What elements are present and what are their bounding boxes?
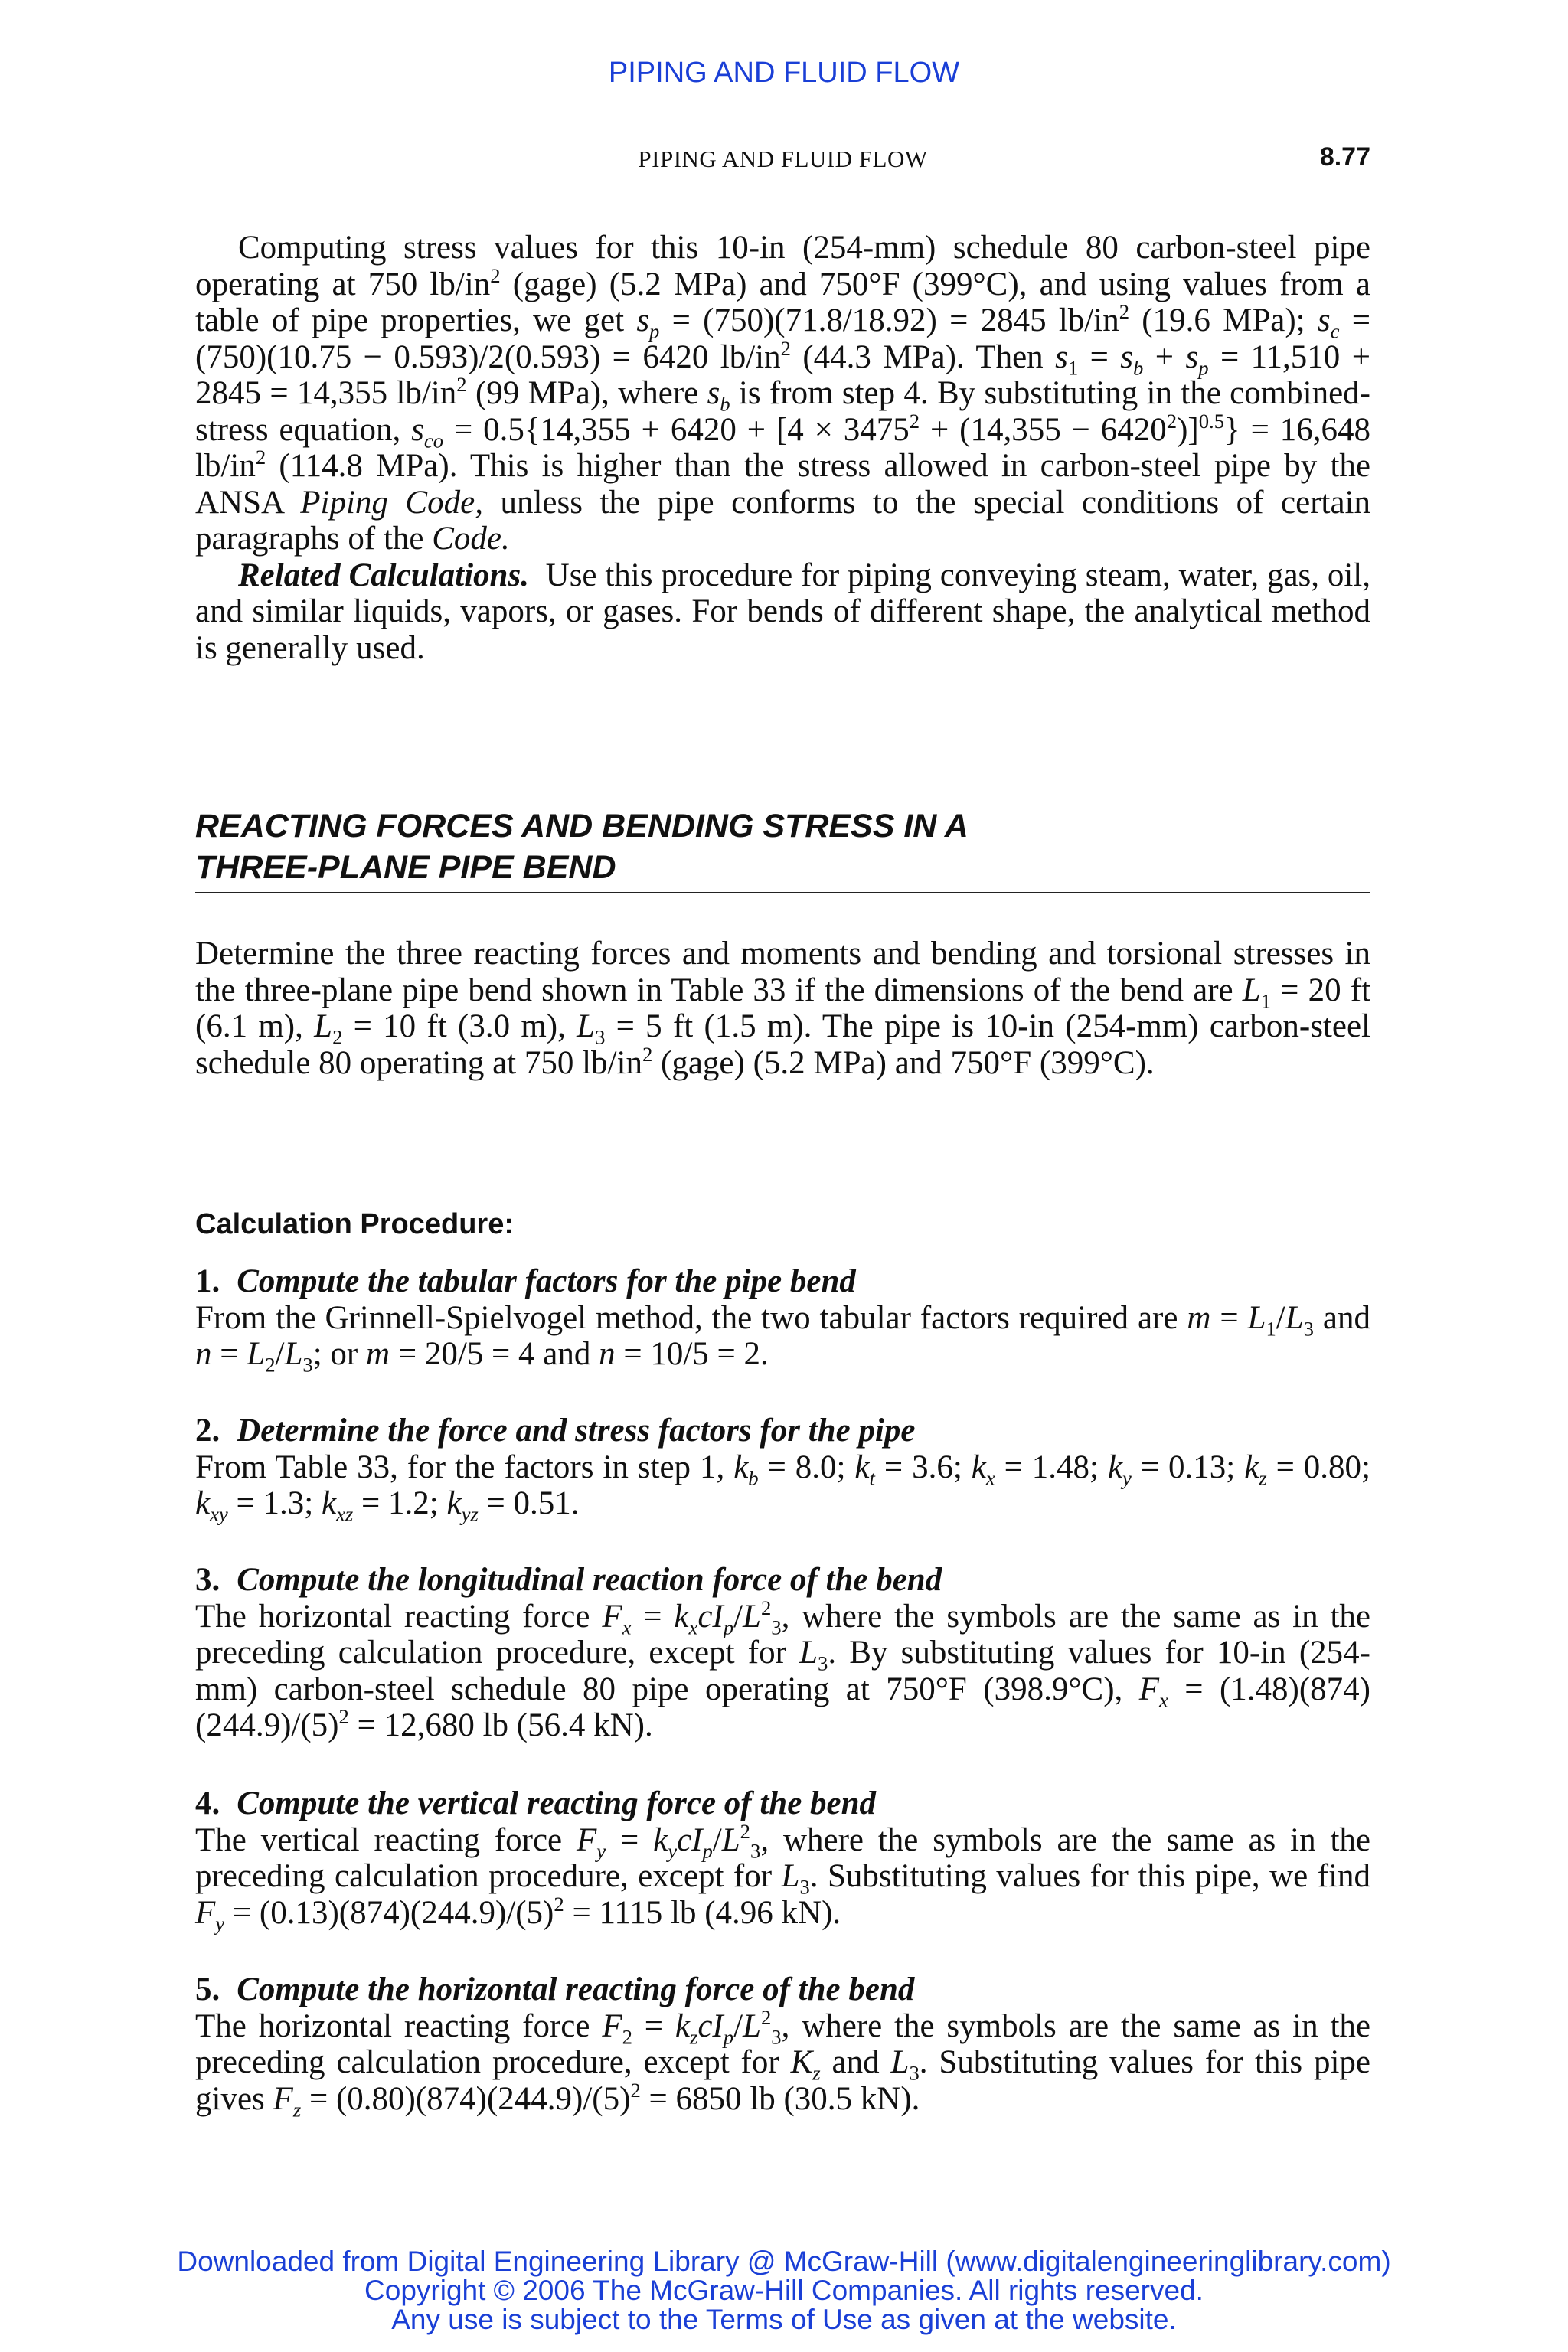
intro-paragraph: Computing stress values for this 10-in (254-mm) schedule 80 carbon-steel pipe operating at 750 $lb/in^2$ (gage) (5.2 MPa) and 750°F (399°C), and using values from a table of pipe properties, we get $s_p = (750)(71.8/18.92) = 2845$ $lb/in^2$ (19.6 MPa); $s_c = (750)(10.75 - 0.593)/2(0.593) = 6420$ $lb/in^2$ (44.3 MPa). Then $s_1 = s_b + s_p = 11,510 + 2845 = 14,355$ $lb/in^2$ (99 MPa), where $s_b$ is from step 4. By substituting in the combined-stress equation, $s_{co} = 0.5\{14,355 + 6420 + [4 \times 3475^2 + (14,355 - 6420^2)]^{0.5}\} = 16,648$ $lb/in^2$ (114.8 MPa). This is higher than the stress allowed in carbon-steel pipe by the ANSA Piping Code, unless the pipe conforms to the special conditions of certain paragraphs of the Code. bbox=[195, 230, 1370, 557]
footer bbox=[0, 2247, 1568, 2334]
related-calculations-label: Related Calculations. bbox=[238, 557, 529, 593]
running-header bbox=[195, 142, 1370, 179]
section-rule bbox=[195, 892, 1370, 893]
footer-download-link[interactable]: Downloaded from Digital Engineering Library @ McGraw-Hill (www.digitalengineeringlibrary.com) bbox=[177, 2246, 1391, 2277]
page-number: 8.77 bbox=[1319, 142, 1370, 172]
procedure-title: Calculation Procedure: bbox=[195, 1208, 514, 1240]
step-heading: Compute the horizontal reacting force of the bend bbox=[237, 1971, 915, 2007]
intro-text bbox=[195, 230, 1370, 666]
step-4: 4. Compute the vertical reacting force of the bend The vertical reacting force $F_y = k_ycI_p/L^2_3$, where the symbols are the same as in the preceding calculation procedure, except for $L_3$. Substituting values for this pipe, we find $F_y = (0.13)(874)(244.9)/(5)^2 = 1115$ lb (4.96 kN). bbox=[195, 1785, 1371, 1935]
footer-copyright: Copyright © 2006 The McGraw-Hill Companies. All rights reserved. bbox=[364, 2275, 1204, 2306]
step-1: 1. Compute the tabular factors for the pipe bend From the Grinnell-Spielvogel method, the two tabular factors required are $m = L_1/L_3$ and $n = L_2/L_3$; or m = 20/5 = 4 and n = 10/5 = 2. bbox=[195, 1263, 1370, 1377]
step-5: 5. Compute the horizontal reacting force of the bend The horizontal reacting force $F_2 = k_zcI_p/L^2_3$, where the symbols are the same as in the preceding calculation procedure, except for $K_z$ and $L_3$. Substituting values for this pipe gives $F_z = (0.80)(874)(244.9)/(5)^2 = 6850$ lb (30.5 kN). bbox=[195, 1971, 1371, 2121]
step-heading: Compute the tabular factors for the pipe bend bbox=[237, 1263, 856, 1299]
step-heading: Compute the longitudinal reaction force of the bend bbox=[237, 1562, 942, 1598]
step-2: 2. Determine the force and stress factors for the pipe From Table 33, for the factors in step 1, $k_b = 8.0$; $k_t = 3.6$; $k_x = 1.48$; $k_y = 0.13$; $k_z = 0.80$; $k_{xy} = 1.3$; $k_{xz} = 1.2$; $k_{yz} = 0.51$. bbox=[195, 1413, 1370, 1526]
problem-statement: Determine the three reacting forces and moments and bending and torsional stresses in the three-plane pipe bend shown in Table 33 if the dimensions of the bend are $L_1 = 20$ ft (6.1 m), $L_2 = 10$ ft (3.0 m), $L_3 = 5$ ft (1.5 m). The pipe is 10-in (254-mm) carbon-steel schedule 80 operating at 750 $lb/in^2$ (gage) (5.2 MPa) and 750°F (399°C). bbox=[195, 936, 1371, 1081]
chapter-link[interactable]: PIPING AND FLUID FLOW bbox=[608, 57, 960, 89]
running-header-title: PIPING AND FLUID FLOW bbox=[638, 145, 928, 172]
footer-terms[interactable]: Any use is subject to the Terms of Use as given at the website. bbox=[391, 2304, 1177, 2335]
section-title: REACTING FORCES AND BENDING STRESS IN A THREE-PLANE PIPE BEND bbox=[195, 808, 969, 886]
related-calculations: Related Calculations. Use this procedure for piping conveying steam, water, gas, oil, and similar liquids, vapors, or gases. For bends of different shape, the analytical method is generally used. bbox=[195, 557, 1371, 666]
step-heading: Compute the vertical reacting force of the bend bbox=[237, 1785, 877, 1821]
step-3: 3. Compute the longitudinal reaction force of the bend The horizontal reacting force $F_x = k_xcI_p/L^2_3$, where the symbols are the same as in the preceding calculation procedure, except for $L_3$. By substituting values for 10-in (254-mm) carbon-steel schedule 80 pipe operating at 750°F (398.9°C), $F_x = (1.48)(874)(244.9)/(5)^2 = 12,680$ lb (56.4 kN). bbox=[195, 1562, 1371, 1743]
step-heading: Determine the force and stress factors for the pipe bbox=[237, 1413, 916, 1449]
